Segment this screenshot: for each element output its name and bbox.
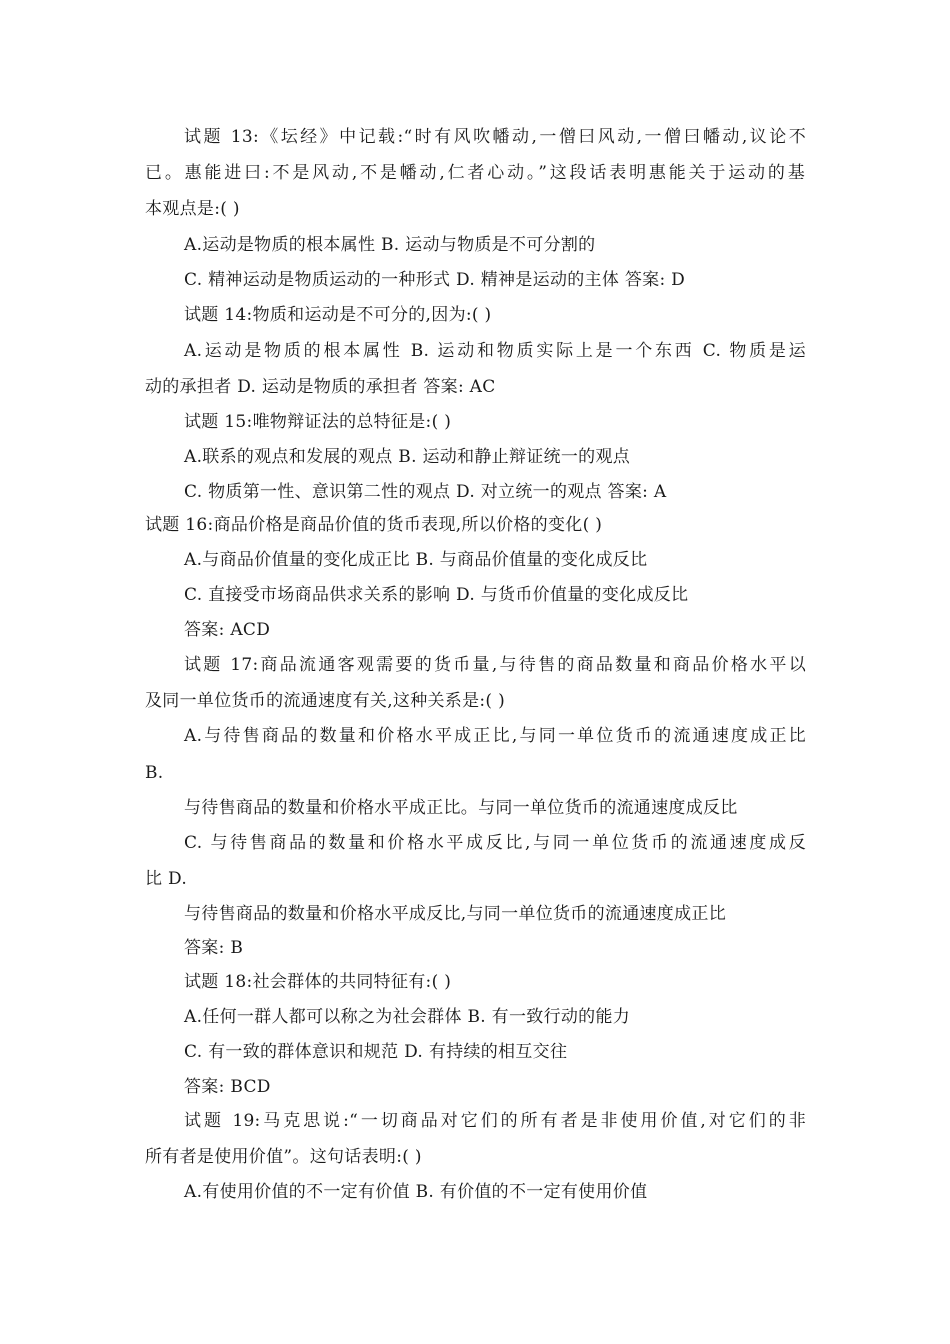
q16-options-cd: C. 直接受市场商品供求关系的影响 D. 与货币价值量的变化成反比	[184, 585, 689, 605]
q16-answer: 答案: ACD	[184, 620, 271, 640]
q13-options-cd-answer: C. 精神运动是物质运动的一种形式 D. 精神是运动的主体 答案: D	[184, 270, 686, 290]
q19-stem-line-1: 试题 19:马克思说:“一切商品对它们的所有者是非使用价值,对它们的非	[184, 1111, 806, 1131]
q18-options-ab: A.任何一群人都可以称之为社会群体 B. 有一致行动的能力	[184, 1007, 631, 1027]
q17-option-c-line-2: 比 D.	[145, 869, 188, 889]
q14-stem: 试题 14:物质和运动是不可分的,因为:( )	[184, 305, 492, 325]
q18-options-cd: C. 有一致的群体意识和规范 D. 有持续的相互交往	[184, 1042, 568, 1062]
q18-answer: 答案: BCD	[184, 1077, 271, 1097]
q16-stem: 试题 16:商品价格是商品价值的货币表现,所以价格的变化( )	[145, 515, 603, 535]
q13-stem-line-1: 试题 13:《坛经》中记载:“时有风吹幡动,一僧曰风动,一僧曰幡动,议论不	[184, 127, 806, 147]
q13-stem-line-2: 已。惠能进曰:不是风动,不是幡动,仁者心动。”这段话表明惠能关于运动的基	[145, 163, 805, 183]
q15-options-ab: A.联系的观点和发展的观点 B. 运动和静止辩证统一的观点	[184, 447, 631, 467]
q17-answer: 答案: B	[184, 938, 244, 958]
q13-options-ab: A.运动是物质的根本属性 B. 运动与物质是不可分割的	[184, 235, 596, 255]
q17-option-b-text: 与待售商品的数量和价格水平成正比。与同一单位货币的流通速度成反比	[184, 798, 738, 818]
q19-options-ab: A.有使用价值的不一定有价值 B. 有价值的不一定有使用价值	[184, 1182, 648, 1202]
q14-options-line-2-answer: 动的承担者 D. 运动是物质的承担者 答案: AC	[145, 377, 496, 397]
q17-stem-line-2: 及同一单位货币的流通速度有关,这种关系是:( )	[145, 691, 505, 711]
q18-stem: 试题 18:社会群体的共同特征有:( )	[184, 972, 452, 992]
q15-stem: 试题 15:唯物辩证法的总特征是:( )	[184, 412, 452, 432]
q19-stem-line-2: 所有者是使用价值”。这句话表明:( )	[145, 1147, 422, 1167]
q14-options-line-1: A.运动是物质的根本属性 B. 运动和物质实际上是一个东西 C. 物质是运	[184, 341, 806, 361]
q13-stem-line-3: 本观点是:( )	[145, 199, 240, 219]
q17-option-d-text: 与待售商品的数量和价格水平成反比,与同一单位货币的流通速度成正比	[184, 904, 727, 924]
q17-stem-line-1: 试题 17:商品流通客观需要的货币量,与待售的商品数量和商品价格水平以	[184, 655, 806, 675]
q16-options-ab: A.与商品价值量的变化成正比 B. 与商品价值量的变化成反比	[184, 550, 648, 570]
q17-option-c-line-1: C. 与待售商品的数量和价格水平成反比,与同一单位货币的流通速度成反	[184, 833, 806, 853]
q15-options-cd-answer: C. 物质第一性、意识第二性的观点 D. 对立统一的观点 答案: A	[184, 482, 667, 502]
q17-option-b-label: B.	[145, 763, 164, 783]
q17-option-a: A.与待售商品的数量和价格水平成正比,与同一单位货币的流通速度成正比	[184, 726, 806, 746]
